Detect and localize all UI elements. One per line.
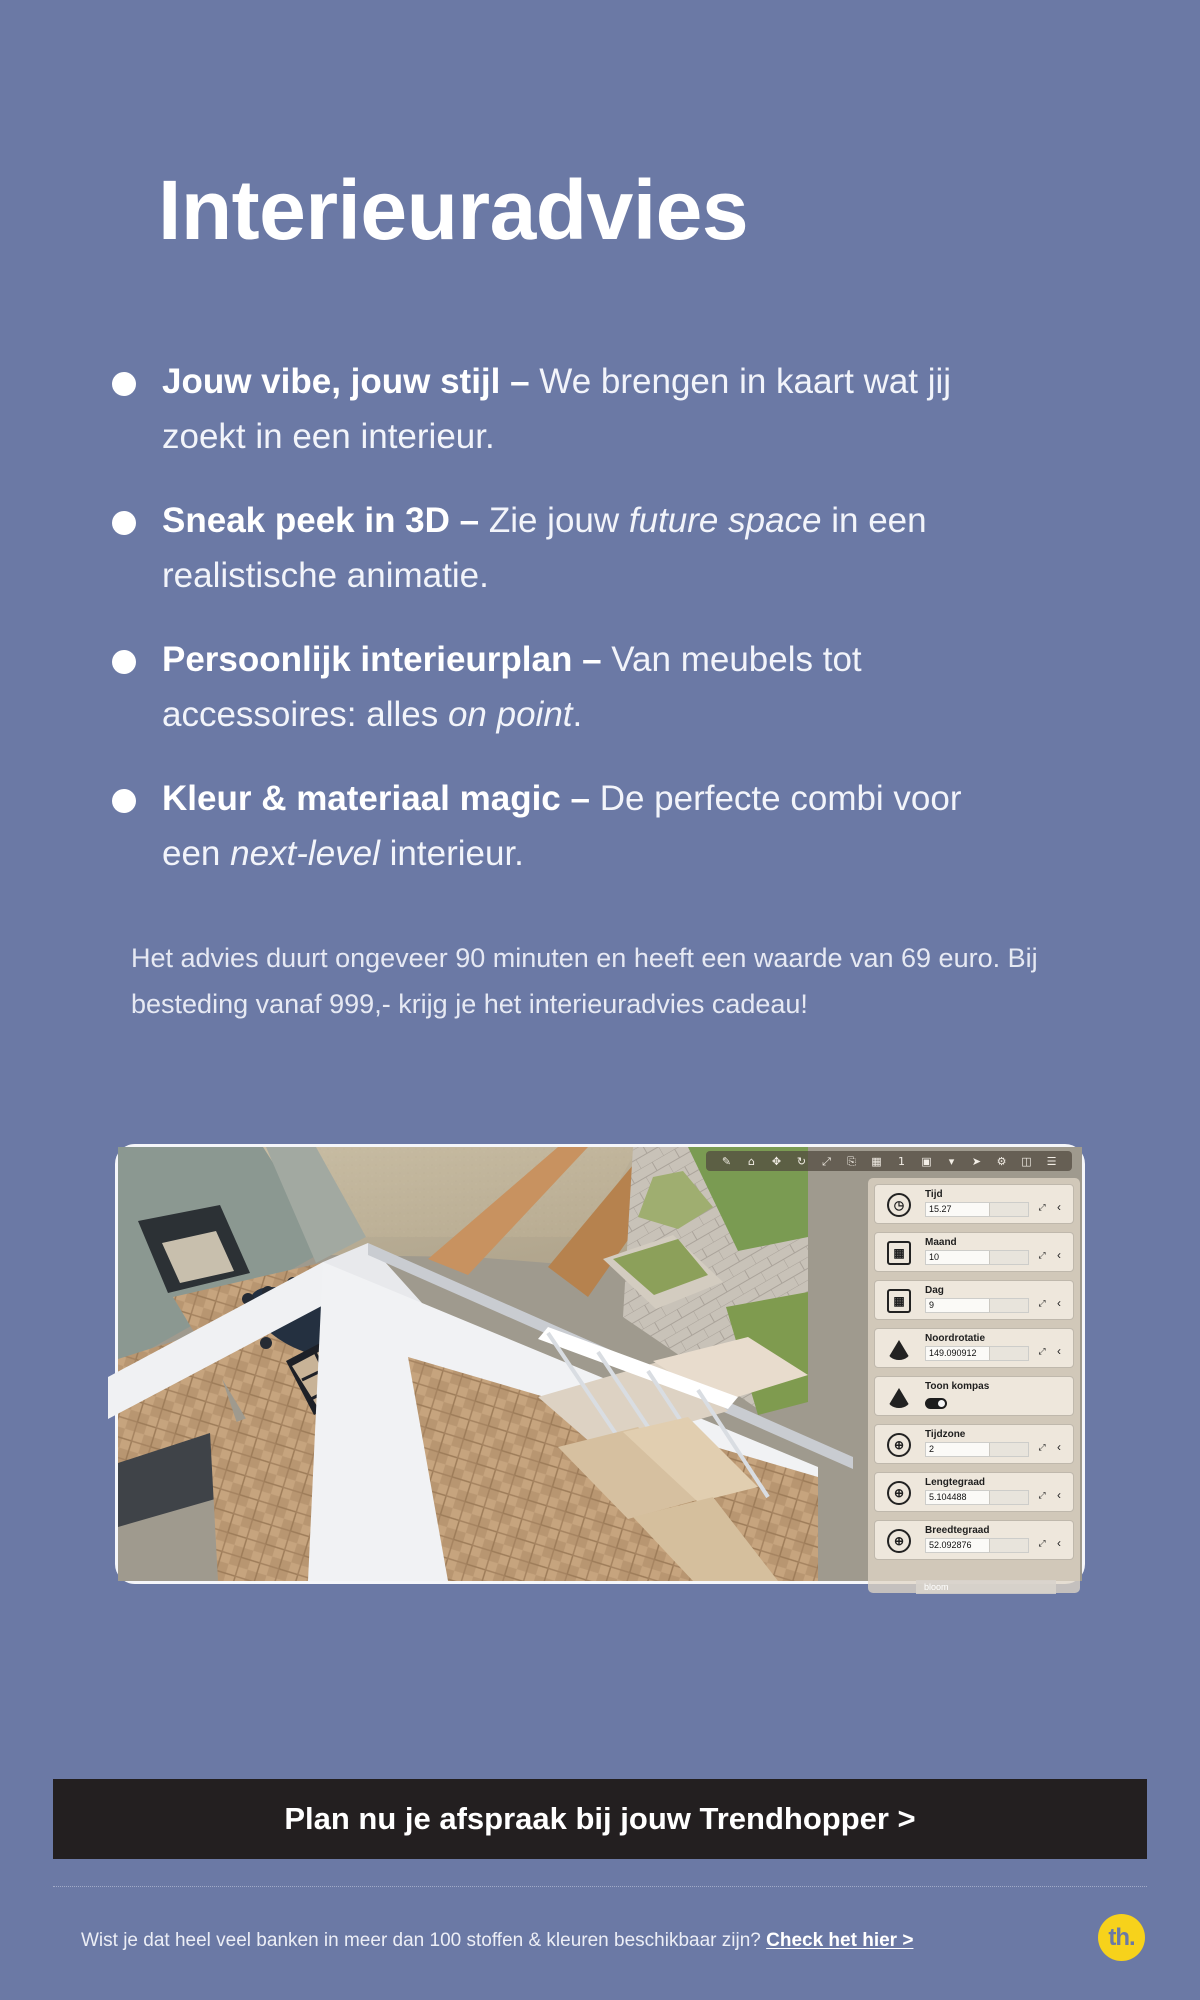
feature-heading: Persoonlijk interieurplan – xyxy=(162,640,602,679)
grid-icon[interactable]: ▦ xyxy=(871,1154,882,1168)
pencil-icon[interactable]: ✎ xyxy=(721,1154,732,1168)
show-compass-label: Toon kompas xyxy=(925,1381,990,1392)
time-row[interactable] xyxy=(874,1184,1074,1224)
feature-heading: Kleur & materiaal magic – xyxy=(162,779,590,818)
expand-icon[interactable]: ⤢ xyxy=(1038,1346,1046,1356)
number-icon: 1 xyxy=(898,1154,905,1168)
north-icon xyxy=(887,1340,911,1360)
chevron-left-icon[interactable]: ‹ xyxy=(1057,1296,1061,1310)
day-label: Dag xyxy=(925,1285,944,1296)
feature-list xyxy=(112,354,1012,881)
move-icon[interactable]: ✥ xyxy=(771,1154,782,1168)
latitude-label: Breedtegraad xyxy=(925,1525,990,1536)
longitude-input[interactable]: 5.104488 xyxy=(925,1490,1029,1505)
feature-item-plan xyxy=(112,632,1012,742)
check-here-link[interactable]: Check het hier > xyxy=(766,1930,914,1951)
chevron-left-icon[interactable]: ‹ xyxy=(1057,1344,1061,1358)
feature-text: Zie jouw xyxy=(479,501,629,540)
show-compass-row[interactable] xyxy=(874,1376,1074,1416)
3d-interior-preview xyxy=(115,1144,1085,1592)
promo-text: Wist je dat heel veel banken in meer dan 100 stoffen & kleuren beschikbaar zijn? xyxy=(81,1930,767,1951)
feature-text: De perfecte combi voor een xyxy=(162,779,962,873)
bullet-dot-icon xyxy=(112,372,136,396)
feature-emphasis: next-level xyxy=(230,834,380,873)
feature-heading: Jouw vibe, jouw stijl – xyxy=(162,362,530,401)
calendar-icon: ▦ xyxy=(887,1241,911,1265)
trendhopper-logo-badge: th. xyxy=(1098,1914,1145,1961)
feature-heading: Sneak peek in 3D – xyxy=(162,501,480,540)
globe-icon: ⊕ xyxy=(887,1481,911,1505)
day-row[interactable] xyxy=(874,1280,1074,1320)
latitude-row[interactable] xyxy=(874,1520,1074,1560)
expand-icon[interactable]: ⤢ xyxy=(1038,1202,1046,1212)
timezone-row[interactable] xyxy=(874,1424,1074,1464)
caret-icon[interactable]: ▾ xyxy=(948,1154,955,1168)
settings-icon[interactable]: ⚙ xyxy=(996,1154,1007,1168)
month-row[interactable] xyxy=(874,1232,1074,1272)
bullet-dot-icon xyxy=(112,511,136,535)
footer-divider xyxy=(53,1886,1147,1887)
feature-item-material xyxy=(112,771,1012,881)
longitude-row[interactable] xyxy=(874,1472,1074,1512)
chevron-left-icon[interactable]: ‹ xyxy=(1057,1536,1061,1550)
chevron-left-icon[interactable]: ‹ xyxy=(1057,1488,1061,1502)
image-icon[interactable]: ▣ xyxy=(921,1154,932,1168)
expand-icon[interactable]: ⤢ xyxy=(1038,1442,1046,1452)
editor-toolbar xyxy=(706,1151,1072,1171)
north-rotation-label: Noordrotatie xyxy=(925,1333,985,1344)
chevron-left-icon[interactable]: ‹ xyxy=(1057,1248,1061,1262)
month-label: Maand xyxy=(925,1237,957,1248)
longitude-label: Lengtegraad xyxy=(925,1477,986,1488)
timezone-icon: ⊕ xyxy=(887,1433,911,1457)
north-rotation-input[interactable]: 149.090912 xyxy=(925,1346,1029,1361)
latitude-input[interactable]: 52.092876 xyxy=(925,1538,1029,1553)
feature-item-style xyxy=(112,354,1012,464)
feature-text: interieur. xyxy=(379,834,524,873)
calendar-icon: ▦ xyxy=(887,1289,911,1313)
feature-text: Van meubels tot accessoires: alles xyxy=(162,640,862,734)
expand-icon[interactable]: ⤢ xyxy=(1038,1250,1046,1260)
globe-icon: ⊕ xyxy=(887,1529,911,1553)
timezone-input[interactable]: 2 xyxy=(925,1442,1029,1457)
page-title: Interieuradvies xyxy=(158,163,749,257)
month-input[interactable]: 10 xyxy=(925,1250,1029,1265)
chevron-left-icon[interactable]: ‹ xyxy=(1057,1200,1061,1214)
scale-icon[interactable]: ⤢ xyxy=(822,1154,831,1168)
clock-icon: ◷ xyxy=(887,1193,911,1217)
bloom-setting-label: bloom xyxy=(916,1580,1056,1594)
feature-item-3d xyxy=(112,493,1012,603)
chevron-left-icon[interactable]: ‹ xyxy=(1057,1440,1061,1454)
feature-emphasis: future space xyxy=(628,501,822,540)
expand-icon[interactable]: ⤢ xyxy=(1038,1490,1046,1500)
sun-settings-panel xyxy=(868,1178,1080,1593)
rotate-icon[interactable]: ↻ xyxy=(796,1154,807,1168)
feature-emphasis: on point xyxy=(447,695,573,734)
bucket-icon[interactable]: ⌂ xyxy=(748,1154,755,1168)
day-input[interactable]: 9 xyxy=(925,1298,1029,1313)
panel-icon[interactable]: ◫ xyxy=(1021,1154,1032,1168)
compass-toggle[interactable] xyxy=(925,1398,947,1409)
timezone-label: Tijdzone xyxy=(925,1429,966,1440)
fabric-options-promo xyxy=(81,1929,1041,1953)
time-label: Tijd xyxy=(925,1189,943,1200)
pricing-note: Het advies duurt ongeveer 90 minuten en heeft een waarde van 69 euro. Bij besteding vanaf 999,- krijg je het interieuradvies cadeau! xyxy=(131,943,1038,1019)
north-rotation-row[interactable] xyxy=(874,1328,1074,1368)
time-input[interactable]: 15.27 xyxy=(925,1202,1029,1217)
send-icon[interactable]: ➤ xyxy=(971,1154,982,1168)
menu-icon[interactable]: ☰ xyxy=(1046,1154,1057,1168)
expand-icon[interactable]: ⤢ xyxy=(1038,1538,1046,1548)
feature-text: in een realistische animatie. xyxy=(162,501,927,595)
feature-text: We brengen in kaart wat jij zoekt in een interieur. xyxy=(162,362,952,456)
bullet-dot-icon xyxy=(112,650,136,674)
north-icon xyxy=(887,1388,911,1408)
copy-icon[interactable]: ⎘ xyxy=(847,1154,856,1168)
feature-text: . xyxy=(572,695,583,734)
expand-icon[interactable]: ⤢ xyxy=(1038,1298,1046,1308)
plan-appointment-button[interactable]: Plan nu je afspraak bij jouw Trendhopper > xyxy=(53,1779,1147,1859)
bullet-dot-icon xyxy=(112,789,136,813)
